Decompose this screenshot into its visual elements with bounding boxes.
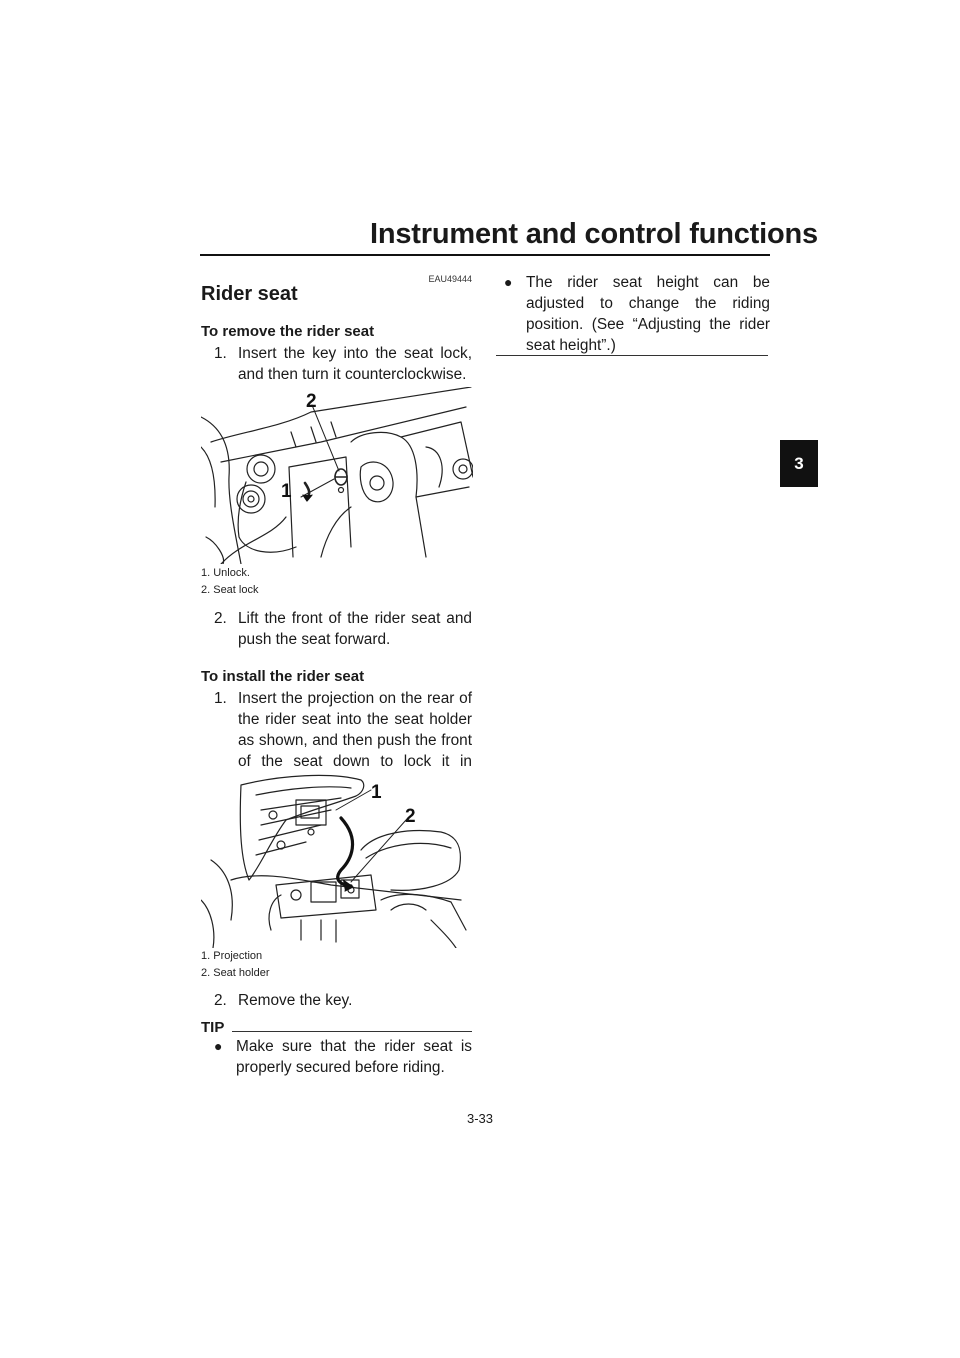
caption-item: 1. Projection xyxy=(201,950,263,962)
remove-step-1 xyxy=(214,343,472,385)
step-text: Insert the key into the seat lock, and then turn it counterclockwise. xyxy=(238,345,472,383)
step-number: 2. xyxy=(214,992,227,1009)
remove-step-2 xyxy=(214,608,472,650)
step-text: Remove the key. xyxy=(238,992,353,1009)
caption-item: 1. Unlock. xyxy=(201,567,250,579)
remove-heading: To remove the rider seat xyxy=(201,323,375,340)
bullet-icon: ● xyxy=(214,1038,223,1054)
callout-2: 2 xyxy=(306,391,317,412)
seat-holder-illustration xyxy=(201,770,473,948)
caption-item: 2. Seat lock xyxy=(201,584,259,596)
callout-1: 1 xyxy=(371,782,382,803)
install-step-2 xyxy=(214,990,472,1011)
tip-label: TIP xyxy=(201,1019,225,1036)
figure-1-captions xyxy=(201,565,258,599)
figure-2-captions xyxy=(201,948,270,982)
step-text: Insert the projection on the rear of the rider seat into the seat holder as shown, and then push the front of the seat down to lock it in xyxy=(238,690,472,770)
step-number: 1. xyxy=(214,345,227,362)
bullet-text: The rider seat height can be adjusted to change the riding position. (See “Adjusting the rider seat height”.) xyxy=(526,274,770,354)
caption-item: 2. Seat holder xyxy=(201,967,270,979)
page-number: 3-33 xyxy=(466,1111,494,1126)
step-text: Lift the front of the rider seat and push the seat forward. xyxy=(238,610,472,648)
page-header-title: Instrument and control functions xyxy=(370,218,818,250)
chapter-tab: 3 xyxy=(780,440,818,487)
section-code: EAU49444 xyxy=(428,274,472,284)
bullet-text: Make sure that the rider seat is properly secured before riding. xyxy=(236,1038,472,1076)
section-title: Rider seat xyxy=(201,283,298,305)
tip-rule xyxy=(232,1031,472,1032)
header-rule xyxy=(200,254,770,256)
install-heading: To install the rider seat xyxy=(201,668,365,685)
bullet-icon: ● xyxy=(504,274,513,290)
callout-2: 2 xyxy=(405,806,416,827)
seat-lock-illustration xyxy=(201,387,473,564)
callout-1: 1 xyxy=(281,481,292,502)
tip-end-rule xyxy=(496,355,768,356)
tip-bullet-1 xyxy=(214,1036,472,1078)
step-number: 2. xyxy=(214,610,227,627)
tip-bullet-2 xyxy=(504,272,770,356)
step-number: 1. xyxy=(214,690,227,707)
